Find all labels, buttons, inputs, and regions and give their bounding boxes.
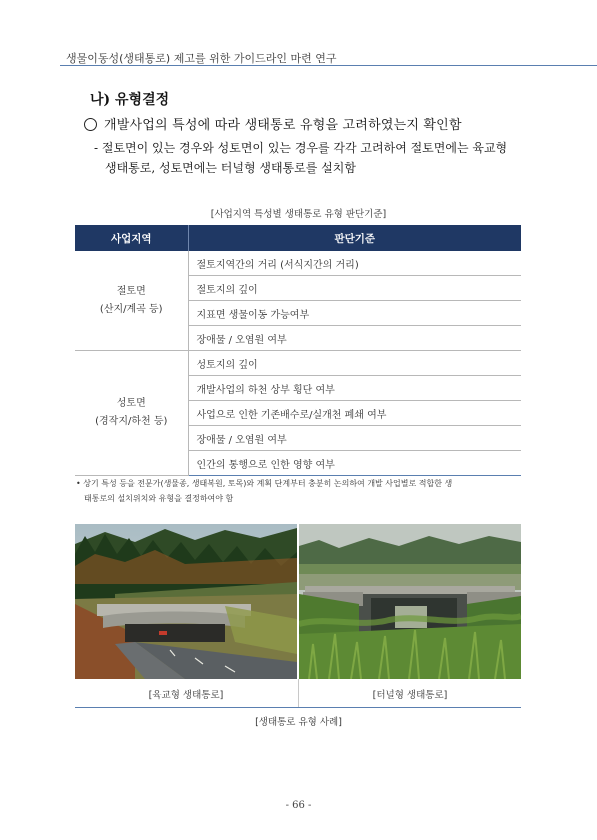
table-row: [75, 251, 521, 276]
criteria-cell: 지표면 생물이동 가능여부: [188, 301, 521, 326]
region-cell: [75, 351, 188, 476]
header-rule: [60, 65, 597, 66]
footnote-line-1: • 상기 특성 등을 전문가(생물종, 생태복원, 토목)와 계획 단계부터 충분히 논의하여 개발 사업별로 적합한 생: [76, 479, 453, 488]
dash-paragraph: [94, 138, 534, 178]
region-name: 절토면: [116, 285, 146, 297]
criteria-cell: 개발사업의 하천 상부 횡단 여부: [188, 376, 521, 401]
criteria-cell: 성토지의 깊이: [188, 351, 521, 376]
running-title: 생물이동성(생태통로) 제고를 위한 가이드라인 마련 연구: [66, 52, 337, 65]
criteria-table: [75, 225, 521, 476]
criteria-cell: 절토지의 깊이: [188, 276, 521, 301]
dash-line-2: 생태통로, 성토면에는 터널형 생태통로를 설치함: [105, 161, 356, 175]
dash-line-1: - 절토면이 있는 경우와 성토면이 있는 경우를 각각 고려하여 절토면에는 육교형: [94, 141, 508, 155]
footnote: [76, 476, 526, 506]
bullet-item: [84, 114, 462, 133]
table-row: [75, 351, 521, 376]
header-region: 사업지역: [75, 225, 188, 251]
right-photo-caption: [터널형 생태통로]: [372, 690, 448, 701]
left-photo-caption: [육교형 생태통로]: [148, 690, 224, 701]
photo-figure: [75, 524, 521, 708]
overpass-ecoduct-photo: [75, 524, 297, 679]
section-title: 나) 유형결정: [90, 92, 170, 108]
circle-bullet-icon: [84, 118, 97, 131]
criteria-cell: 사업으로 인한 기존배수로/실개천 폐쇄 여부: [188, 401, 521, 426]
criteria-cell: 장애물 / 오염원 여부: [188, 326, 521, 351]
header-criteria: 판단기준: [188, 225, 521, 251]
region-examples: (산지/계곡 등): [99, 303, 163, 315]
table-caption: [사업지역 특성별 생태통로 유형 판단기준]: [210, 209, 387, 220]
region-examples: (경작지/하천 등): [95, 416, 168, 427]
criteria-cell: 장애물 / 오염원 여부: [188, 426, 521, 451]
tunnel-ecoduct-photo: [299, 524, 521, 679]
region-cell: [75, 251, 188, 351]
figure-caption: [생태통로 유형 사례]: [255, 717, 342, 728]
bullet-text: 개발사업의 특성에 따라 생태통로 유형을 고려하였는지 확인함: [104, 118, 462, 133]
footnote-line-2: 태통로의 설치위치와 유형을 결정하여야 함: [84, 494, 234, 503]
table-header-row: [75, 225, 521, 251]
region-name: 성토면: [116, 398, 146, 409]
page-number: - 66 -: [285, 800, 312, 811]
criteria-cell: 인간의 통행으로 인한 영향 여부: [188, 451, 521, 476]
criteria-cell: 절토지역간의 거리 (서식지간의 거리): [188, 251, 521, 276]
